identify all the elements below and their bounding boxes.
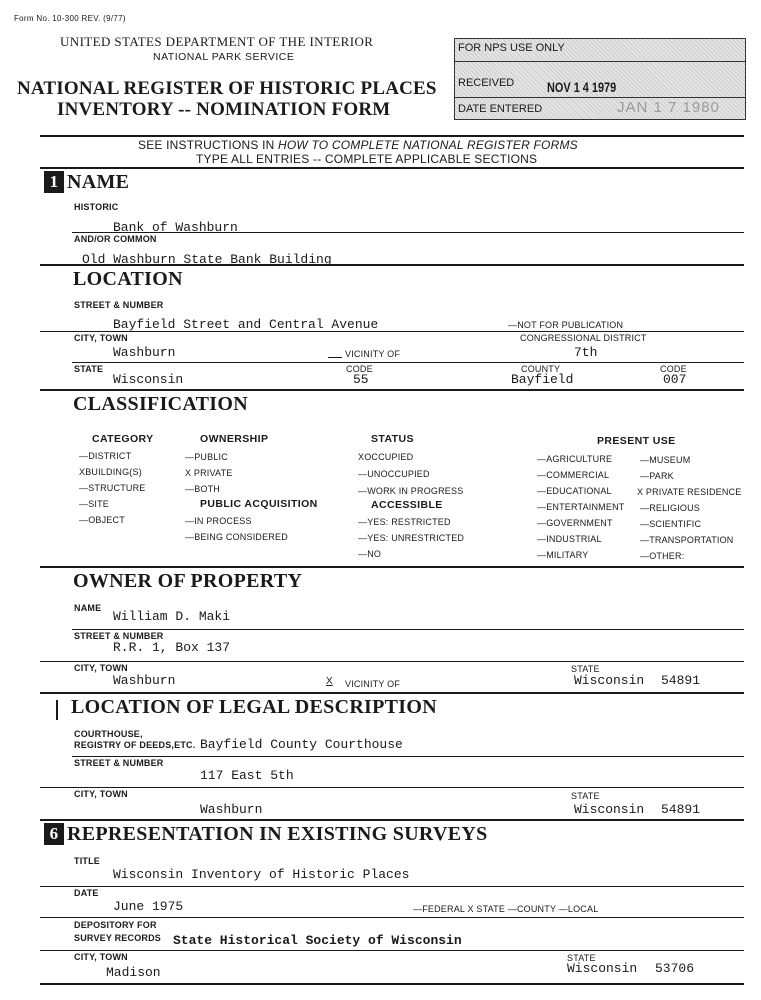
owner-vicinity-mark: X: [326, 676, 333, 687]
courthouse-label-line1: COURTHOUSE,: [74, 729, 143, 739]
owner-street-label: STREET & NUMBER: [74, 631, 164, 641]
common-name-label: AND/OR COMMON: [74, 234, 157, 244]
form-title-line1: NATIONAL REGISTER OF HISTORIC PLACES: [17, 78, 437, 99]
section-classification-heading: CLASSIFICATION: [73, 393, 248, 415]
survey-date-value: June 1975: [113, 899, 184, 914]
form-number: Form No. 10-300 REV. (9/77): [14, 14, 126, 23]
historic-label: HISTORIC: [74, 202, 119, 212]
accessible-header: ACCESSIBLE: [371, 499, 443, 511]
location-street-value: Bayfield Street and Central Avenue: [113, 317, 379, 332]
accessible-yes-unrestricted: —YES: UNRESTRICTED: [358, 533, 465, 543]
instructions-prefix: SEE INSTRUCTIONS IN: [138, 138, 279, 152]
owner-state-label: STATE: [571, 664, 600, 674]
use-other: —OTHER:: [640, 551, 685, 561]
ownership-both: —BOTH: [185, 484, 221, 494]
location-street-label: STREET & NUMBER: [74, 300, 164, 310]
date-entered-label: DATE ENTERED: [458, 103, 543, 115]
location-city-label: CITY, TOWN: [74, 333, 128, 343]
use-religious: —RELIGIOUS: [640, 503, 701, 513]
use-private-residence: X PRIVATE RESIDENCE: [637, 487, 742, 497]
category-district: —DISTRICT: [79, 451, 132, 461]
location-county-value: Bayfield: [511, 372, 574, 387]
owner-name-value: William D. Maki: [113, 609, 231, 624]
department-name: UNITED STATES DEPARTMENT OF THE INTERIOR: [60, 34, 374, 49]
section-location-heading: LOCATION: [73, 268, 183, 290]
status-work-in-progress: —WORK IN PROGRESS: [358, 486, 464, 496]
historic-value: Bank of Washburn: [113, 220, 238, 235]
accessible-no: —NO: [358, 549, 382, 559]
nps-box-title: FOR NPS USE ONLY: [458, 42, 565, 54]
legal-state-value: Wisconsin: [574, 802, 645, 817]
legal-city-value: Washburn: [200, 802, 263, 817]
survey-levels: —FEDERAL X STATE —COUNTY —LOCAL: [413, 904, 599, 914]
survey-city-label: CITY, TOWN: [74, 952, 128, 962]
use-industrial: —INDUSTRIAL: [537, 534, 602, 544]
survey-zip-value: 53706: [655, 961, 695, 976]
survey-title-value: Wisconsin Inventory of Historic Places: [113, 867, 410, 882]
service-name: NATIONAL PARK SERVICE: [153, 51, 295, 63]
use-commercial: —COMMERCIAL: [537, 470, 610, 480]
use-entertainment: —ENTERTAINMENT: [537, 502, 625, 512]
owner-city-label: CITY, TOWN: [74, 663, 128, 673]
acquisition-in-process: —IN PROCESS: [185, 516, 252, 526]
location-county-code-value: 007: [663, 372, 687, 387]
not-for-publication: —NOT FOR PUBLICATION: [508, 320, 624, 330]
use-educational: —EDUCATIONAL: [537, 486, 612, 496]
section-owner-heading: OWNER OF PROPERTY: [73, 570, 303, 592]
legal-street-label: STREET & NUMBER: [74, 758, 164, 768]
use-transportation: —TRANSPORTATION: [640, 535, 734, 545]
owner-state-value: Wisconsin: [574, 673, 645, 688]
category-object: —OBJECT: [79, 515, 125, 525]
section-legal-description-heading: LOCATION OF LEGAL DESCRIPTION: [71, 696, 437, 718]
section-surveys-heading: [44, 823, 488, 846]
accessible-yes-restricted: —YES: RESTRICTED: [358, 517, 451, 527]
status-occupied: XOCCUPIED: [358, 452, 414, 462]
form-title-line2: INVENTORY -- NOMINATION FORM: [57, 99, 391, 120]
courthouse-label-line2: REGISTRY OF DEEDS,ETC.: [74, 740, 196, 750]
ownership-public: —PUBLIC: [185, 452, 228, 462]
common-name-value: Old Washburn State Bank Building: [82, 252, 332, 267]
legal-city-label: CITY, TOWN: [74, 789, 128, 799]
survey-city-value: Madison: [106, 965, 161, 980]
owner-vicinity-label: VICINITY OF: [345, 679, 401, 689]
use-scientific: —SCIENTIFIC: [640, 519, 702, 529]
use-museum: —MUSEUM: [640, 455, 691, 465]
instructions-line1: [138, 138, 578, 152]
status-column-header: STATUS: [371, 433, 414, 445]
category-site: —SITE: [79, 499, 110, 509]
legal-street-value: 117 East 5th: [200, 768, 294, 783]
depository-label-line1: DEPOSITORY FOR: [74, 920, 157, 930]
courthouse-value: Bayfield County Courthouse: [200, 737, 403, 752]
section-heading-text: NAME: [67, 171, 130, 193]
section-number-6: 6: [44, 823, 64, 845]
category-buildings: XBUILDING(S): [79, 467, 142, 477]
location-county-label: COUNTY: [521, 364, 561, 374]
use-government: —GOVERNMENT: [537, 518, 613, 528]
category-structure: —STRUCTURE: [79, 483, 146, 493]
use-park: —PARK: [640, 471, 674, 481]
owner-zip-value: 54891: [661, 673, 701, 688]
survey-state-label: STATE: [567, 953, 596, 963]
section-number-1: 1: [44, 171, 64, 193]
acquisition-being-considered: —BEING CONSIDERED: [185, 532, 288, 542]
instructions-emphasis: HOW TO COMPLETE NATIONAL REGISTER FORMS: [278, 138, 578, 152]
location-city-value: Washburn: [113, 345, 176, 360]
section-heading-text: REPRESENTATION IN EXISTING SURVEYS: [67, 823, 488, 845]
status-unoccupied: —UNOCCUPIED: [358, 469, 430, 479]
nps-use-only-box: [454, 38, 746, 120]
public-acquisition-header: PUBLIC ACQUISITION: [200, 498, 318, 510]
category-column-header: CATEGORY: [92, 433, 154, 445]
received-label: RECEIVED: [458, 77, 515, 89]
date-entered-stamp: JAN 1 7 1980: [617, 99, 720, 116]
location-state-value: Wisconsin: [113, 372, 184, 387]
location-county-code-label: CODE: [660, 364, 687, 374]
survey-date-label: DATE: [74, 888, 99, 898]
depository-value: State Historical Society of Wisconsin: [173, 933, 462, 948]
owner-name-label: NAME: [74, 603, 102, 613]
present-use-column-header: PRESENT USE: [597, 435, 676, 447]
congressional-district-value: 7th: [574, 345, 598, 360]
survey-title-label: TITLE: [74, 856, 100, 866]
received-stamp: NOV 1 4 1979: [547, 79, 617, 95]
use-military: —MILITARY: [537, 550, 589, 560]
survey-state-value: Wisconsin: [567, 961, 638, 976]
location-state-code-value: 55: [353, 372, 369, 387]
owner-city-value: Washburn: [113, 673, 176, 688]
ownership-private: X PRIVATE: [185, 468, 233, 478]
location-state-label: STATE: [74, 364, 104, 374]
congressional-district-label: CONGRESSIONAL DISTRICT: [520, 333, 647, 343]
legal-state-label: STATE: [571, 791, 600, 801]
owner-street-value: R.R. 1, Box 137: [113, 640, 231, 655]
location-state-code-label: CODE: [346, 364, 373, 374]
depository-label-line2: SURVEY RECORDS: [74, 933, 161, 943]
legal-zip-value: 54891: [661, 802, 701, 817]
instructions-line2: TYPE ALL ENTRIES -- COMPLETE APPLICABLE SECTIONS: [196, 152, 538, 166]
section-name-heading: [44, 171, 129, 194]
location-vicinity-label: VICINITY OF: [345, 349, 401, 359]
ownership-column-header: OWNERSHIP: [200, 433, 269, 445]
use-agriculture: —AGRICULTURE: [537, 454, 613, 464]
section5-marker: [56, 700, 58, 720]
